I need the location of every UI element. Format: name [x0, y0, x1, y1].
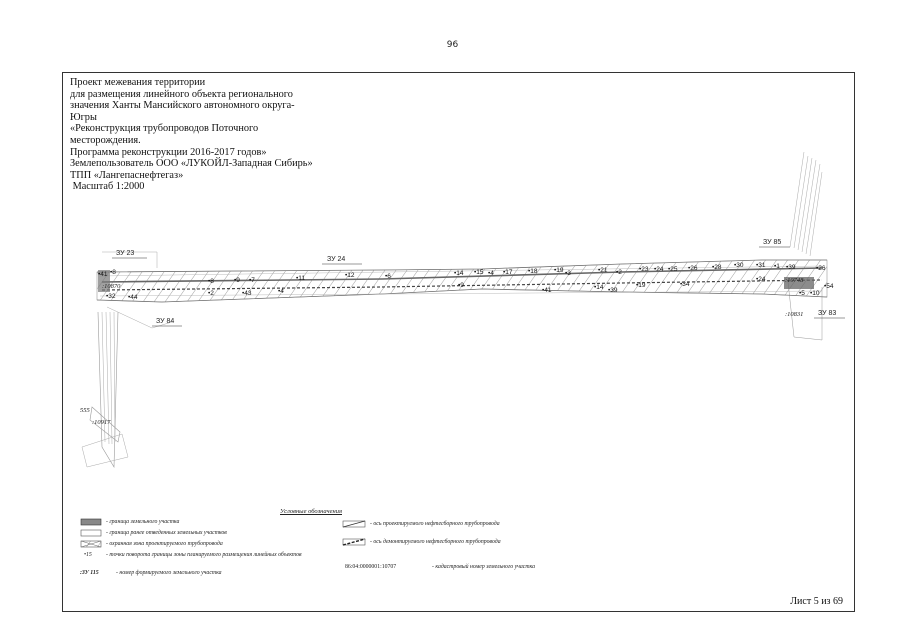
legend-symbol-dismantled-pipeline [342, 538, 366, 546]
turning-point-label: •14 [454, 270, 464, 277]
turning-point-label: •26 [688, 265, 698, 272]
cadastral-number: :10917 [92, 419, 111, 426]
turning-point-label: •11 [296, 275, 306, 282]
turning-point-label: •9 [234, 277, 240, 284]
turning-point-label: •8 [208, 278, 214, 285]
legend-item: - граница ранее отведенных земельных участков [106, 530, 227, 536]
legend-item: - кадастровый номер земельного участка [432, 564, 536, 570]
turning-point-label: •2 [616, 269, 622, 276]
cadastral-number: :10831 [785, 311, 804, 318]
turning-point-label: •31 [756, 262, 766, 269]
turning-point-label: •4 [278, 288, 284, 295]
turning-point-label: •41 [98, 271, 108, 278]
turning-point-label: •23 [639, 266, 649, 273]
legend-sample-point: •15 [84, 552, 92, 558]
turning-point-label: •32 [106, 293, 116, 300]
survey-map [62, 72, 855, 512]
legend-item: - граница земельного участка [106, 519, 180, 525]
scale-line: Масштаб 1:2000 [70, 181, 145, 193]
legend-title: Условные обозначения [280, 508, 342, 515]
plot-label: ЗУ 83 [818, 310, 837, 317]
page-number: 96 [446, 40, 459, 50]
turning-point-label: •14 [594, 284, 604, 291]
turning-point-label: •15 [474, 269, 484, 276]
title-line: Программа реконструкции 2016-2017 годов» [70, 146, 267, 158]
legend-sample-plot: :ЗУ 115 [80, 570, 99, 576]
plot-label: ЗУ 24 [327, 256, 346, 263]
title-line: месторождения. [70, 134, 141, 146]
turning-point-label: •26 [816, 265, 826, 272]
turning-point-label: •6 [385, 273, 391, 280]
turning-point-label: •39 [786, 264, 796, 271]
title-line: «Реконструкция трубопроводов Поточного [70, 123, 259, 135]
turning-point-label: •10 [810, 290, 820, 297]
turning-point-label: •41 [542, 287, 552, 294]
legend-symbol-designed-pipeline [342, 520, 366, 528]
cadastral-number: :10748 [785, 277, 804, 284]
left-branch [82, 312, 128, 467]
turning-point-label: •17 [503, 269, 513, 276]
title-line: для размещения линейного объекта регионального [70, 88, 293, 100]
legend-item: - ось проектируемого нефтесборного трубопровода [370, 521, 500, 527]
sheet-number: Лист 5 из 69 [790, 596, 843, 607]
cadastral-number: :10870 [102, 283, 121, 290]
legend-item: - точки поворота границы зоны планируемого размещения линейных объектов [106, 552, 302, 558]
turning-point-label: •44 [128, 294, 138, 301]
turning-point-label: •24 [756, 276, 766, 283]
legend-item: - номер формируемого земельного участка [116, 570, 222, 576]
turning-point-label: •7 [249, 277, 255, 284]
plot-label: ЗУ 23 [116, 250, 135, 257]
legend-symbol-plot-boundary [80, 518, 102, 526]
legend-symbol-previous-boundary [80, 529, 102, 537]
turning-point-label: •28 [712, 264, 722, 271]
turning-point-label: •25 [668, 266, 678, 273]
turning-point-label: •1 [774, 263, 780, 270]
turning-point-label: •21 [598, 267, 608, 274]
turning-point-label: •34 [680, 281, 690, 288]
turning-point-label: •19 [636, 282, 646, 289]
legend-item: - ось демонтируемого нефтесборного трубопровода [370, 539, 501, 545]
turning-point-label: •9 [458, 282, 464, 289]
title-line: Югры [70, 111, 97, 123]
title-line: значения Ханты Мансийского автономного округа- [70, 100, 295, 112]
turning-point-label: •19 [554, 267, 564, 274]
turning-point-label: •12 [345, 272, 355, 279]
turning-point-label: •18 [528, 268, 538, 275]
turning-point-label: •8 [110, 269, 116, 276]
turning-point-label: •3 [565, 270, 571, 277]
turning-point-label: •43 [242, 290, 252, 297]
title-line: ТПП «Лангепаснефтегаз» [70, 169, 184, 181]
turning-point-label: •30 [734, 262, 744, 269]
turning-point-label: •24 [654, 266, 664, 273]
turning-point-label: •54 [824, 283, 834, 290]
title-line: Землепользователь ООО «ЛУКОЙЛ-Западная Сибирь» [70, 158, 313, 170]
turning-point-label: •4 [488, 270, 494, 277]
legend [80, 508, 600, 596]
legend-item: - охранная зона проектируемого трубопровода [106, 541, 223, 547]
cadastral-number: 555 [80, 407, 90, 414]
legend-symbol-protection-zone [80, 540, 102, 548]
plot-label: ЗУ 84 [156, 318, 175, 325]
legend-sample-cadastral: 86:04:0000001:10707 [345, 564, 397, 570]
turning-point-label: •39 [608, 287, 618, 294]
turning-point-label: •5 [799, 290, 805, 297]
title-line: Проект межевания территории [70, 77, 206, 88]
plot-label: ЗУ 85 [763, 239, 782, 246]
turning-point-label: •2 [208, 290, 214, 297]
